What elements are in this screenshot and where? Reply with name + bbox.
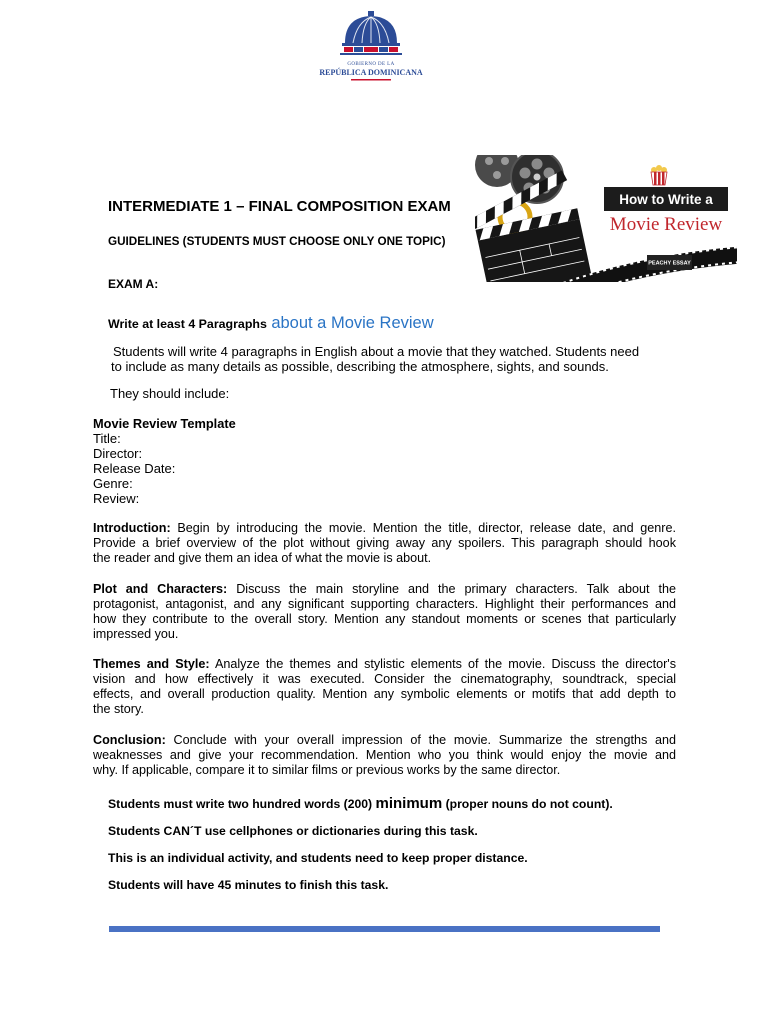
section-conclusion-line: weaknesses and give your recommendation. Mention who you think would enjoy the movie and [93, 748, 676, 762]
instructions-line: to include as many details as possible, describing the atmosphere, sights, and sounds. [111, 359, 609, 374]
template-field-review: Review: [93, 491, 140, 506]
section-label: Themes and Style: [93, 657, 210, 671]
rule-emphasis: minimum [375, 795, 443, 812]
logo-text-line2: REPÚBLICA DOMINICANA [319, 68, 423, 77]
prompt-topic: about a Movie Review [271, 314, 434, 332]
section-text: Begin by introducing the movie. Mention the title, director, release date, and genre. [177, 521, 677, 535]
section-themes-line: vision and how effectively it was executed. Consider the cinematography, soundtrack, special [93, 672, 676, 686]
section-plot-line: protagonist, antagonist, and any significant supporting characters. Highlight their performances and [93, 597, 676, 611]
section-plot-line: impressed you. [93, 627, 179, 641]
section-introduction-line: Provide a brief overview of the plot without giving away any spoilers. This paragraph should hook [93, 536, 676, 550]
rule-time-limit: Students will have 45 minutes to finish this task. [108, 878, 389, 892]
template-field-release-date: Release Date: [93, 461, 176, 476]
banner-line2: Movie Review [609, 214, 723, 235]
guidelines-heading: GUIDELINES (STUDENTS MUST CHOOSE ONLY ONE TOPIC) [108, 235, 446, 248]
rule-text: Students must write two hundred words (200) [108, 797, 373, 811]
section-conclusion-line [93, 733, 676, 748]
include-label: They should include: [110, 386, 230, 401]
dome-lantern [368, 11, 374, 16]
popcorn-icon [651, 165, 667, 185]
rule-individual-activity: This is an individual activity, and students need to keep proper distance. [108, 851, 528, 865]
rule-no-devices: Students CAN´T use cellphones or dictionaries during this task. [108, 824, 478, 838]
logo-text-line1: GOBIERNO DE LA [347, 62, 395, 67]
exam-title: INTERMEDIATE 1 – FINAL COMPOSITION EXAM [108, 198, 451, 215]
section-label: Plot and Characters: [93, 582, 228, 596]
section-label: Conclusion: [93, 733, 166, 747]
template-field-director: Director: [93, 446, 143, 461]
section-plot-line: how they contribute to the overall story. Mention any standout moments or scenes that particularly [93, 612, 676, 626]
section-conclusion-line: why. If applicable, compare it to similar films or previous works by the same director. [93, 763, 561, 777]
section-text: Discuss the main storyline and the primary characters. Talk about the [236, 582, 677, 596]
banner-badge-text: PEACHY ESSAY [648, 260, 691, 267]
instructions-line: Students will write 4 paragraphs in English about a movie that they watched. Students need [113, 344, 640, 359]
rule-text: (proper nouns do not count). [445, 797, 613, 811]
section-themes-line [93, 657, 676, 672]
movie-review-banner [475, 155, 737, 282]
government-logo [311, 10, 431, 84]
section-introduction-line: the reader and give them an idea of what the movie is about. [93, 551, 432, 565]
section-themes-line: effects, and overall production quality. Mention any symbolic elements or motifs that add depth to [93, 687, 676, 701]
section-text: Analyze the themes and stylistic elements of the movie. Discuss the director's [214, 657, 676, 671]
template-heading: Movie Review Template [93, 416, 236, 431]
section-plot-line [93, 582, 676, 597]
template-field-genre: Genre: [93, 476, 133, 491]
template-field-title: Title: [93, 431, 121, 446]
prompt-lead: Write at least 4 Paragraphs [108, 317, 267, 331]
writing-prompt [108, 312, 434, 335]
logo-underline [351, 79, 391, 81]
banner-line1: How to Write a [619, 192, 713, 207]
section-themes-line: the story. [93, 702, 144, 716]
exam-label: EXAM A: [108, 277, 159, 291]
rule-word-count [108, 795, 613, 813]
footer-divider [109, 926, 660, 932]
section-introduction-line [93, 521, 676, 536]
section-text: Conclude with your overall impression of the movie. Summarize the strengths and [173, 733, 677, 747]
section-label: Introduction: [93, 521, 171, 535]
